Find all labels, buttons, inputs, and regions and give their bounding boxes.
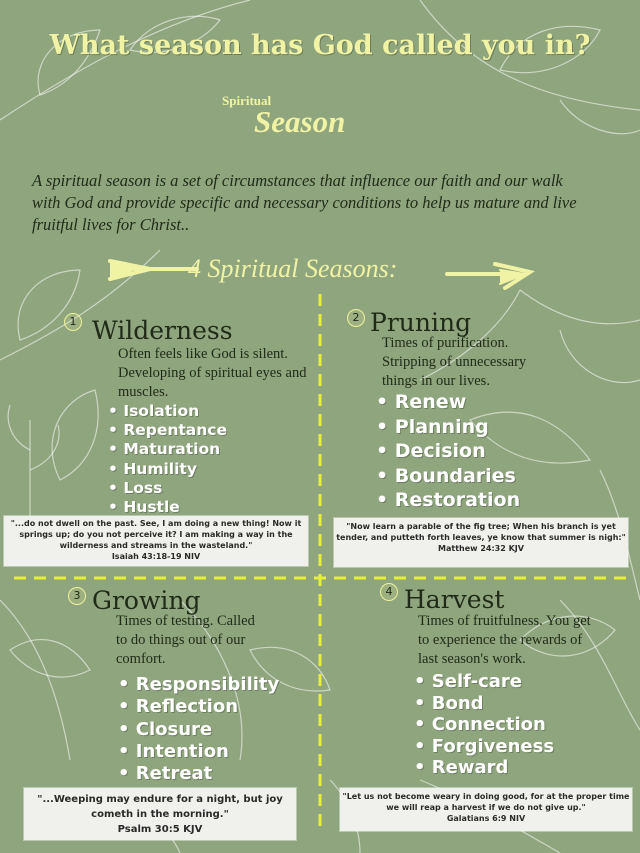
verse-reference: Matthew 24:32 KJV: [438, 544, 524, 553]
verse-text: "Let us not become weary in doing good, for at the proper time we will reap a harvest if we do not give up.": [342, 792, 630, 812]
verse-reference: Psalm 30:5 KJV: [117, 824, 203, 835]
kicker-label: Spiritual: [222, 93, 272, 108]
season-2-description: Times of purification. Stripping of unnecessary things in our lives.: [382, 335, 527, 389]
verse-text: "...do not dwell on the past. See, I am doing a new thing! Now it springs up; do you not perceive it? I am making a way in the wilderness and streams in the wasteland.": [10, 519, 302, 550]
list-item: • Decision: [376, 439, 520, 464]
list-item: • Retreat: [118, 763, 279, 785]
list-item: • Maturation: [108, 440, 227, 459]
verse-text: "Now learn a parable of the fig tree; When his branch is yet tender, and putteth forth leaves, ye know that summer is nigh:": [336, 522, 626, 542]
list-item: • Restoration: [376, 488, 520, 513]
season-2-list: [376, 390, 520, 513]
season-4-list: [414, 671, 554, 779]
season-2-number: 2: [347, 309, 365, 327]
list-item: • Bond: [414, 693, 554, 715]
season-4-verse: [340, 788, 632, 831]
list-item: • Responsibility: [118, 674, 279, 696]
list-item: • Boundaries: [376, 464, 520, 489]
season-3-description: Times of testing. Called to do things out of our comfort.: [116, 613, 255, 667]
verse-reference: Galatians 6:9 NIV: [446, 814, 526, 823]
season-1-number: 1: [64, 313, 82, 331]
verse-text: "...Weeping may endure for a night, but joy cometh in the morning.": [37, 794, 283, 820]
season-2-verse: [334, 518, 628, 567]
page-title: What season has God called you in?: [49, 30, 591, 61]
list-item: • Reflection: [118, 696, 279, 718]
list-item: • Planning: [376, 415, 520, 440]
season-3-title: Growing: [92, 586, 201, 615]
list-item: • Reward: [414, 757, 554, 779]
season-4-number: 4: [380, 583, 398, 601]
list-item: • Humility: [108, 460, 227, 479]
season-3-number: 3: [68, 587, 86, 605]
list-item: • Forgiveness: [414, 736, 554, 758]
season-4-description: Times of fruitfulness. You get to experience the rewards of last season's work.: [418, 613, 591, 667]
list-item: • Repentance: [108, 421, 227, 440]
list-item: • Renew: [376, 390, 520, 415]
season-2-title: Pruning: [370, 308, 472, 337]
list-item: • Self-care: [414, 671, 554, 693]
list-item: • Loss: [108, 479, 227, 498]
intro-paragraph: A spiritual season is a set of circumstances that influence our faith and our walk with God and provide specific and necessary conditions to help us mature and live fruitful lives for Christ..: [32, 171, 577, 234]
season-1-description: Often feels like God is silent. Developing of spiritual eyes and muscles.: [118, 346, 307, 400]
list-item: • Intention: [118, 741, 279, 763]
verse-reference: Isaiah 43:18-19 NIV: [111, 552, 201, 561]
season-1-verse: [4, 516, 308, 566]
seasons-heading: 4 Spiritual Seasons:: [188, 254, 398, 283]
season-4-title: Harvest: [404, 585, 505, 614]
season-3-list: [118, 674, 279, 785]
list-item: • Connection: [414, 714, 554, 736]
list-item: • Closure: [118, 719, 279, 741]
season-3-verse: [24, 788, 296, 840]
list-item: • Hustle: [108, 498, 227, 517]
season-1-title: Wilderness: [92, 316, 233, 345]
season-1-list: [108, 402, 227, 517]
list-item: • Isolation: [108, 402, 227, 421]
season-word: Season: [254, 104, 346, 139]
